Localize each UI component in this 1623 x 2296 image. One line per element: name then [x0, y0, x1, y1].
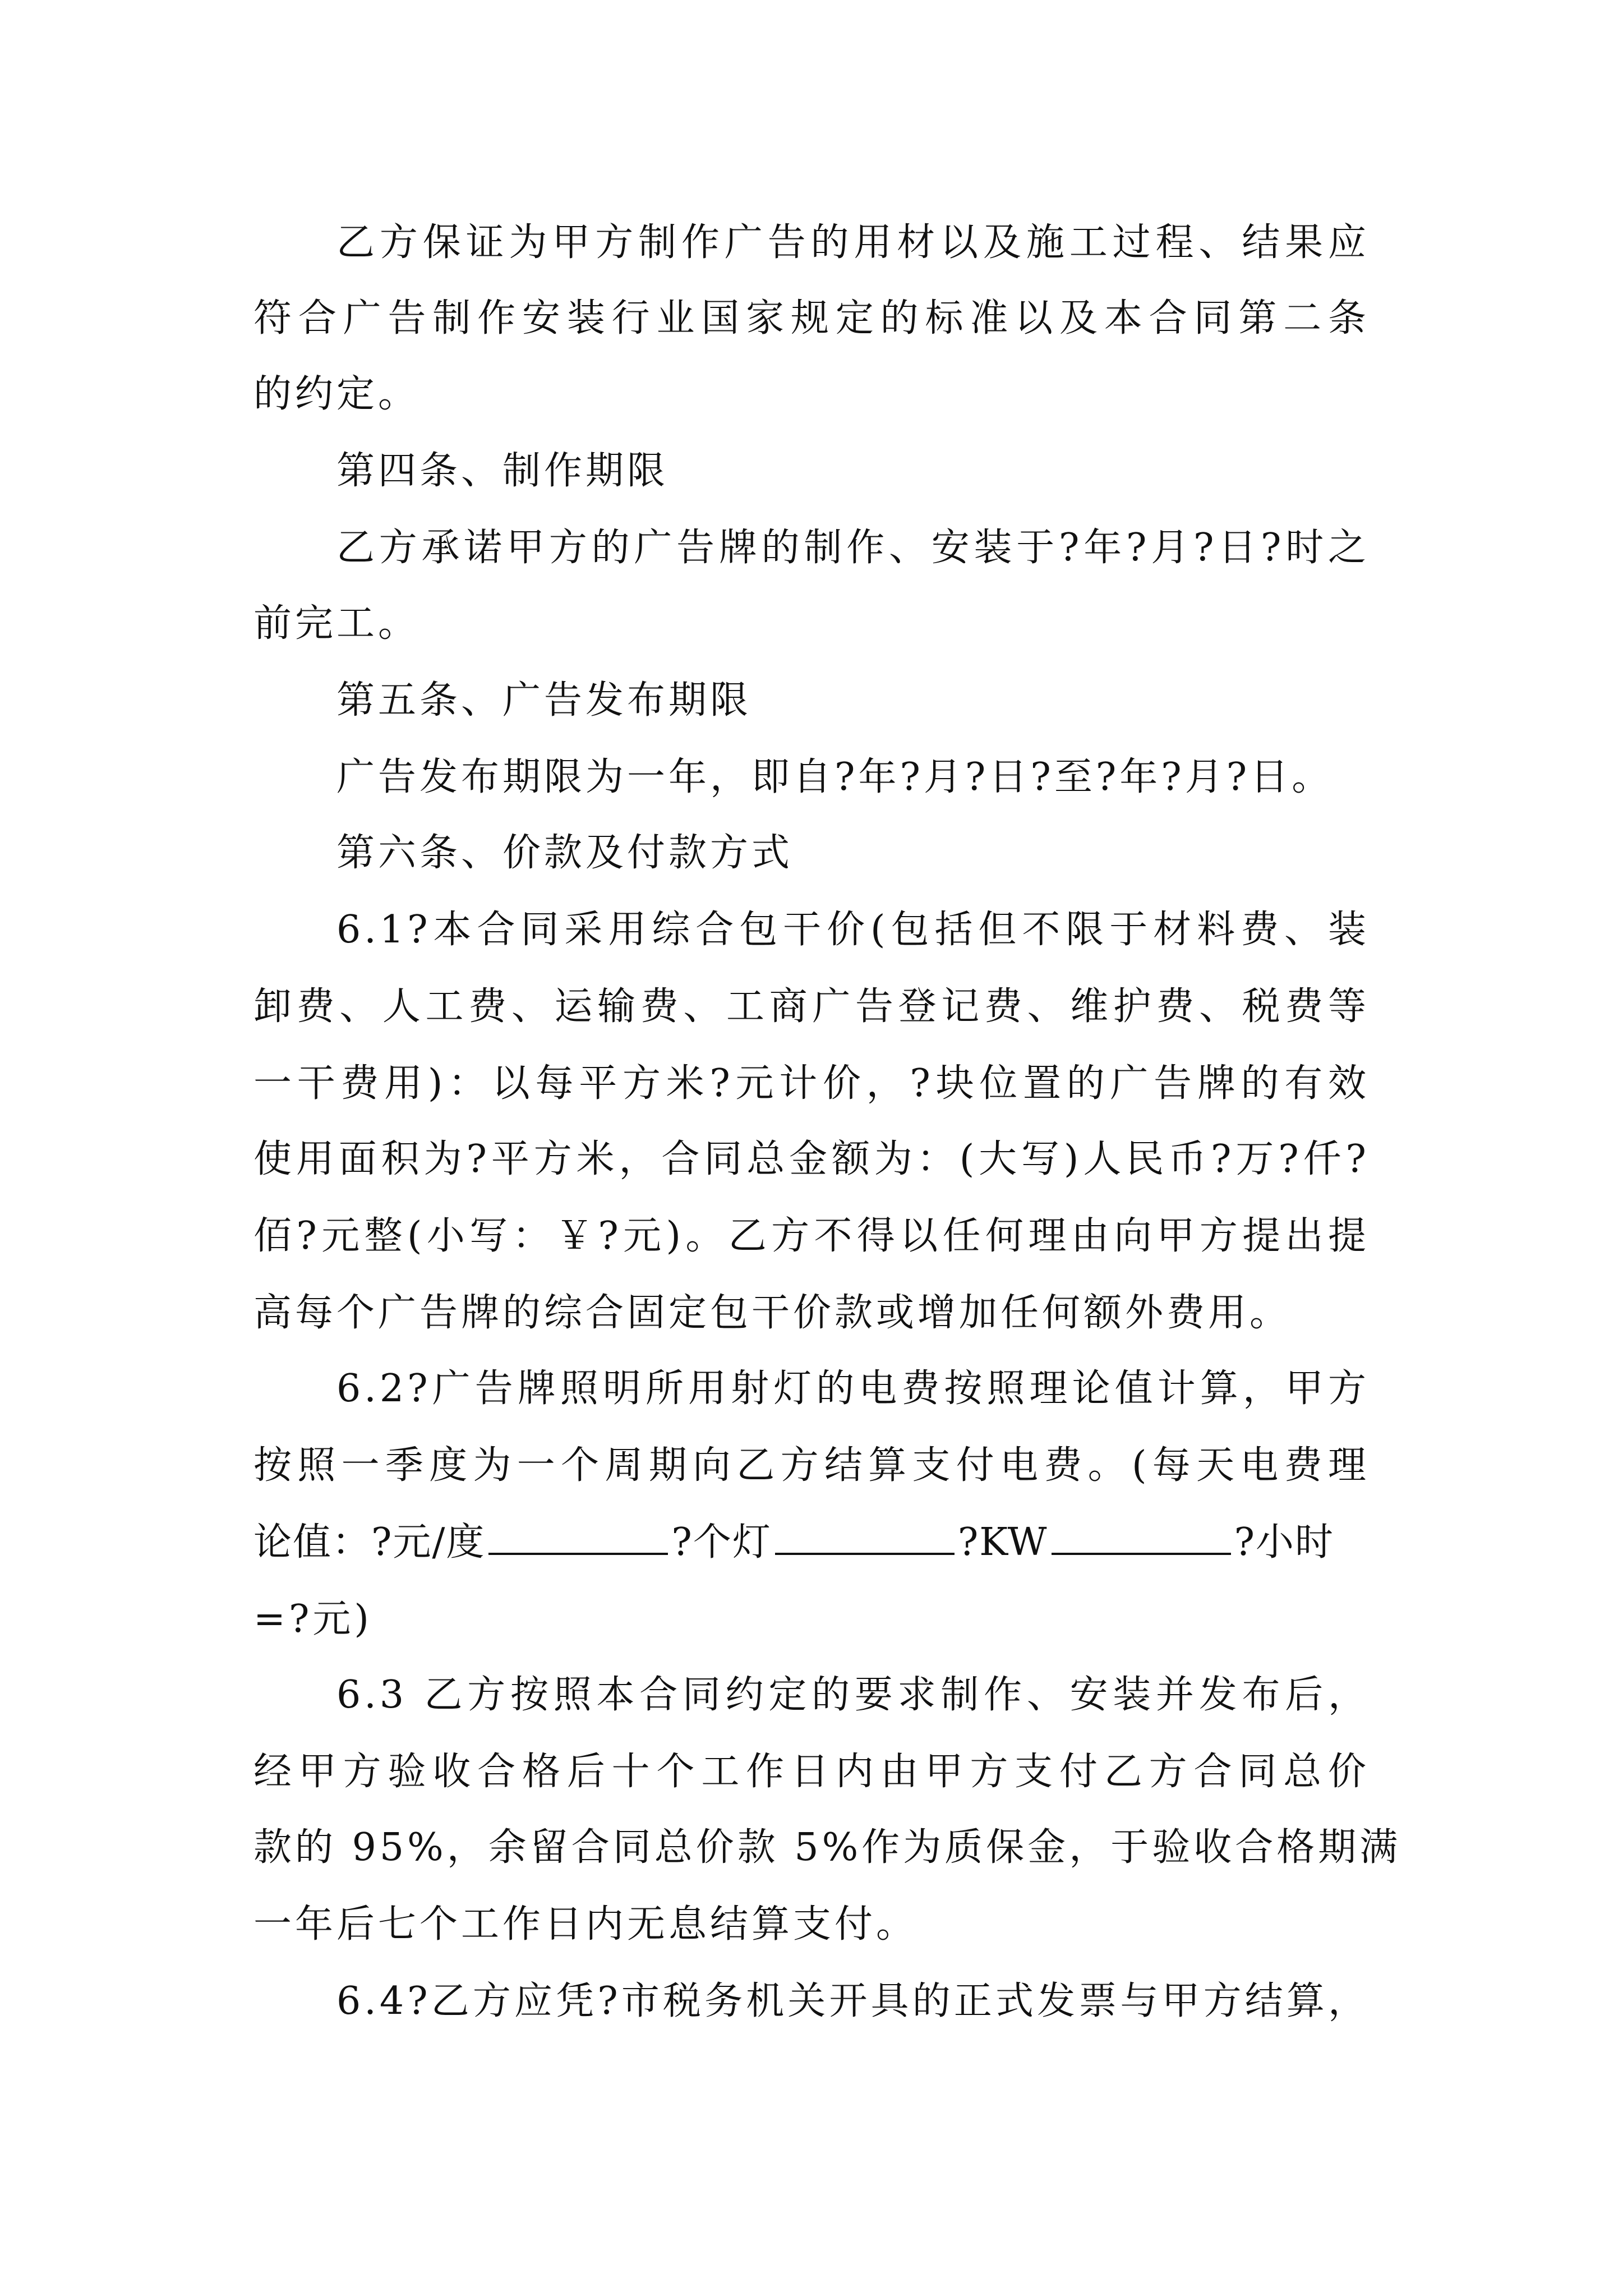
formula-rate: 论值：?元/度	[253, 1520, 486, 1565]
item-6-1-line-3: 一干费用)：以每平方米?元计价，?块位置的广告牌的有效	[253, 1061, 1370, 1106]
formula-lamps: ?个灯	[671, 1520, 772, 1565]
item-6-4-line-1: 6.4?乙方应凭?市税务机关开具的正式发票与甲方结算，	[336, 1979, 1370, 2023]
item-6-2-line-1: 6.2?广告牌照明所用射灯的电费按照理论值计算，甲方	[336, 1366, 1370, 1411]
clause3-line-1: 乙方保证为甲方制作广告的用材以及施工过程、结果应	[336, 220, 1370, 265]
item-6-1-line-1: 6.1?本合同采用综合包干价(包括但不限于材料费、装	[336, 908, 1370, 952]
blank-underline	[1052, 1515, 1231, 1555]
item-6-3-line-3: 款的 95%，余留合同总价款 5%作为质保金，于验收合格期满	[253, 1825, 1401, 1870]
clause3-line-2: 符合广告制作安装行业国家规定的标准以及本合同第二条	[253, 296, 1370, 341]
item-6-1-line-5: 佰?元整(小写：￥?元)。乙方不得以任何理由向甲方提出提	[253, 1214, 1370, 1258]
clause5-heading: 第五条、广告发布期限	[336, 678, 752, 723]
clause4-heading: 第四条、制作期限	[336, 449, 669, 493]
clause3-line-3: 的约定。	[253, 372, 420, 416]
clause4-line-2: 前完工。	[253, 601, 420, 646]
blank-underline	[775, 1515, 955, 1555]
clause4-line-1: 乙方承诺甲方的广告牌的制作、安装于?年?月?日?时之	[336, 526, 1370, 570]
item-6-1-line-2: 卸费、人工费、运输费、工商广告登记费、维护费、税费等	[253, 984, 1370, 1029]
item-6-1-line-6: 高每个广告牌的综合固定包干价款或增加任何额外费用。	[253, 1291, 1292, 1335]
clause5-line-1: 广告发布期限为一年，即自?年?月?日?至?年?月?日。	[336, 755, 1334, 799]
item-6-3-line-4: 一年后七个工作日内无息结算支付。	[253, 1902, 918, 1947]
blank-underline	[488, 1515, 668, 1555]
item-6-3-line-1: 6.3 乙方按照本合同约定的要求制作、安装并发布后，	[336, 1673, 1370, 1717]
item-6-3-line-2: 经甲方验收合格后十个工作日内由甲方支付乙方合同总价	[253, 1750, 1370, 1794]
item-6-1-line-4: 使用面积为?平方米，合同总金额为：(大写)人民币?万?仟?	[253, 1137, 1370, 1181]
formula-kw: ?KW	[957, 1520, 1048, 1565]
item-6-2-line-2: 按照一季度为一个周期向乙方结算支付电费。(每天电费理	[253, 1443, 1370, 1488]
formula-hours: ?小时	[1234, 1520, 1335, 1565]
item-6-2-formula-line	[253, 1512, 1334, 1573]
item-6-2-formula-end: =?元)	[253, 1597, 372, 1641]
clause6-heading: 第六条、价款及付款方式	[336, 831, 794, 875]
